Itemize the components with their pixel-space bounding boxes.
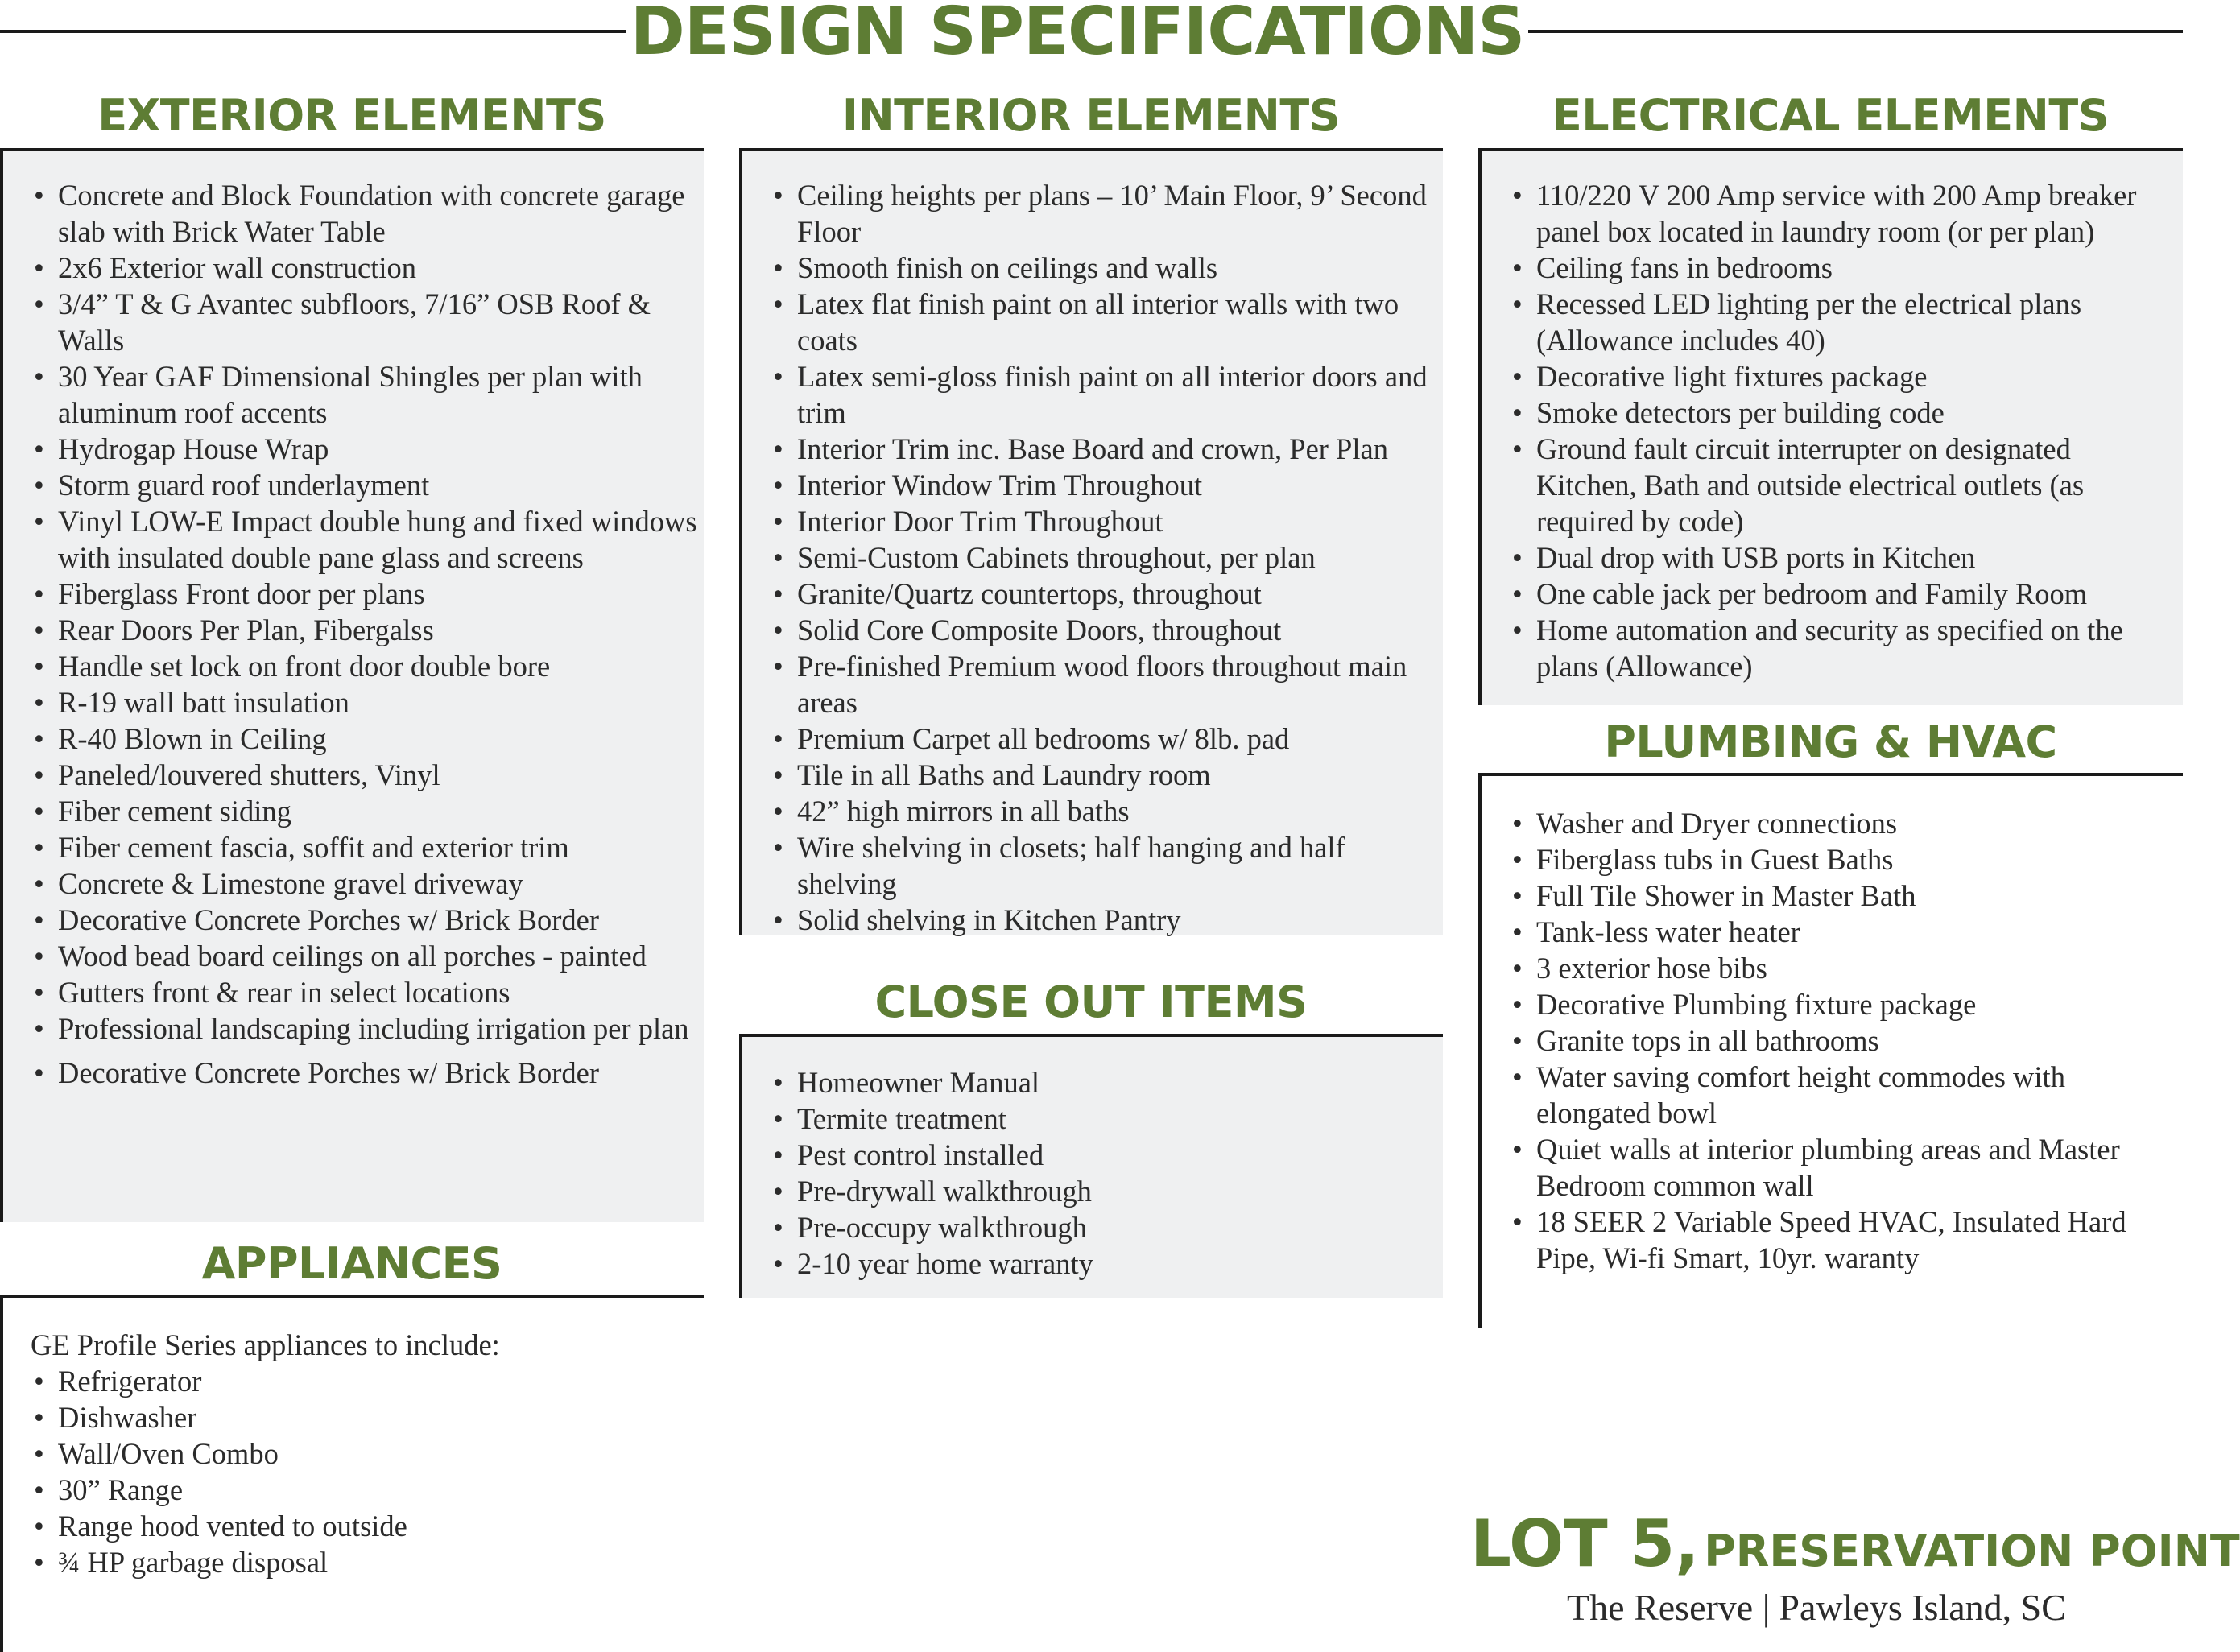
list-item: • Ground fault circuit interrupter on designated Kitchen, Bath and outside electrical outlets (as required by code) bbox=[1509, 431, 2172, 539]
list-item: • Dual drop with USB ports in Kitchen bbox=[1509, 539, 2172, 576]
electrical-panel bbox=[1478, 148, 2183, 705]
list-item: • Concrete & Limestone gravel driveway bbox=[31, 865, 704, 902]
list-item: • 3 exterior hose bibs bbox=[1509, 950, 2172, 986]
list-item: • Gutters front & rear in select locations bbox=[31, 974, 704, 1010]
list-item: • One cable jack per bedroom and Family Room bbox=[1509, 576, 2172, 612]
title-row bbox=[0, 0, 2183, 70]
list-item: • Decorative Concrete Porches w/ Brick Border bbox=[31, 902, 704, 938]
list-item: • R-40 Blown in Ceiling bbox=[31, 721, 704, 757]
list-item: • Paneled/louvered shutters, Vinyl bbox=[31, 757, 704, 793]
lot-block bbox=[1470, 1505, 2240, 1630]
closeout-title: CLOSE OUT ITEMS bbox=[874, 977, 1308, 1027]
electrical-title: ELECTRICAL ELEMENTS bbox=[1552, 90, 2110, 141]
list-item: • 30 Year GAF Dimensional Shingles per plan with aluminum roof accents bbox=[31, 358, 704, 431]
interior-list bbox=[770, 177, 1443, 938]
title-rule-left bbox=[0, 30, 626, 33]
list-item: • Homeowner Manual bbox=[770, 1064, 1443, 1101]
list-item: • Granite/Quartz countertops, throughout bbox=[770, 576, 1443, 612]
list-item: • Fiber cement siding bbox=[31, 793, 704, 829]
list-item: • Smoke detectors per building code bbox=[1509, 394, 2172, 431]
list-item: • 42” high mirrors in all baths bbox=[770, 793, 1443, 829]
list-item: • Range hood vented to outside bbox=[31, 1508, 704, 1544]
list-item: • Latex flat finish paint on all interior walls with two coats bbox=[770, 286, 1443, 358]
list-item: • Refrigerator bbox=[31, 1363, 704, 1399]
list-item: • Rear Doors Per Plan, Fibergalss bbox=[31, 612, 704, 648]
list-item: • Decorative Concrete Porches w/ Brick Border bbox=[31, 1055, 704, 1091]
list-item: • Granite tops in all bathrooms bbox=[1509, 1022, 2172, 1059]
list-item: • Interior Trim inc. Base Board and crown, Per Plan bbox=[770, 431, 1443, 467]
list-item: • 30” Range bbox=[31, 1472, 704, 1508]
list-item: • Washer and Dryer connections bbox=[1509, 805, 2172, 841]
list-item: • Solid Core Composite Doors, throughout bbox=[770, 612, 1443, 648]
closeout-panel bbox=[739, 1034, 1443, 1298]
list-item: • Dishwasher bbox=[31, 1399, 704, 1435]
lot-subtitle: The Reserve | Pawleys Island, SC bbox=[1567, 1587, 2066, 1628]
list-item: • Smooth finish on ceilings and walls bbox=[770, 250, 1443, 286]
plumbing-title: PLUMBING & HVAC bbox=[1604, 717, 2057, 767]
list-item: • Interior Window Trim Throughout bbox=[770, 467, 1443, 503]
lot-number: LOT 5, bbox=[1470, 1506, 1700, 1581]
list-item: • Decorative light fixtures package bbox=[1509, 358, 2172, 394]
appliances-intro: GE Profile Series appliances to include: bbox=[31, 1328, 500, 1361]
plumbing-panel bbox=[1478, 773, 2183, 1328]
list-item: • Wire shelving in closets; half hanging and half shelving bbox=[770, 829, 1443, 902]
lot-title bbox=[1470, 1505, 2240, 1590]
list-item: • Ceiling heights per plans – 10’ Main Floor, 9’ Second Floor bbox=[770, 177, 1443, 250]
list-item: • Pre-occupy walkthrough bbox=[770, 1209, 1443, 1245]
list-item: • 18 SEER 2 Variable Speed HVAC, Insulated Hard Pipe, Wi-fi Smart, 10yr. waranty bbox=[1509, 1204, 2172, 1276]
list-item: • Professional landscaping including irrigation per plan bbox=[31, 1010, 704, 1047]
list-item: • Fiber cement fascia, soffit and exterior trim bbox=[31, 829, 704, 865]
list-item: • Vinyl LOW-E Impact double hung and fixed windows with insulated double pane glass and screens bbox=[31, 503, 704, 576]
title-rule-right bbox=[1528, 30, 2183, 33]
exterior-list bbox=[31, 177, 704, 1091]
list-item: • Tank-less water heater bbox=[1509, 914, 2172, 950]
list-item: • Wall/Oven Combo bbox=[31, 1435, 704, 1472]
list-item: • Recessed LED lighting per the electrical plans (Allowance includes 40) bbox=[1509, 286, 2172, 358]
list-item: • Home automation and security as specified on the plans (Allowance) bbox=[1509, 612, 2172, 684]
list-item: • Handle set lock on front door double bore bbox=[31, 648, 704, 684]
list-item: • Tile in all Baths and Laundry room bbox=[770, 757, 1443, 793]
list-item: • Ceiling fans in bedrooms bbox=[1509, 250, 2172, 286]
list-item: • Concrete and Block Foundation with concrete garage slab with Brick Water Table bbox=[31, 177, 704, 250]
list-item: • Wood bead board ceilings on all porches - painted bbox=[31, 938, 704, 974]
list-item: • Hydrogap House Wrap bbox=[31, 431, 704, 467]
appliances-panel bbox=[0, 1295, 704, 1652]
list-item: • Premium Carpet all bedrooms w/ 8lb. pad bbox=[770, 721, 1443, 757]
list-item: • Semi-Custom Cabinets throughout, per plan bbox=[770, 539, 1443, 576]
lot-name: PRESERVATION POINT bbox=[1704, 1526, 2240, 1576]
list-item: • Interior Door Trim Throughout bbox=[770, 503, 1443, 539]
interior-title: INTERIOR ELEMENTS bbox=[841, 90, 1341, 141]
list-item: • Pre-finished Premium wood floors throughout main areas bbox=[770, 648, 1443, 721]
page-title: DESIGN SPECIFICATIONS bbox=[630, 0, 1525, 70]
electrical-list bbox=[1509, 177, 2172, 684]
list-item: • R-19 wall batt insulation bbox=[31, 684, 704, 721]
list-item: • 3/4” T & G Avantec subfloors, 7/16” OSB Roof & Walls bbox=[31, 286, 704, 358]
list-item: • Pest control installed bbox=[770, 1137, 1443, 1173]
exterior-panel bbox=[0, 148, 704, 1222]
list-item: • Full Tile Shower in Master Bath bbox=[1509, 878, 2172, 914]
list-item: • 2x6 Exterior wall construction bbox=[31, 250, 704, 286]
list-item: • Latex semi-gloss finish paint on all interior doors and trim bbox=[770, 358, 1443, 431]
plumbing-list bbox=[1509, 805, 2172, 1276]
interior-panel bbox=[739, 148, 1443, 935]
list-item: • Pre-drywall walkthrough bbox=[770, 1173, 1443, 1209]
list-item: • Decorative Plumbing fixture package bbox=[1509, 986, 2172, 1022]
closeout-list bbox=[770, 1064, 1443, 1282]
list-item: • ¾ HP garbage disposal bbox=[31, 1544, 704, 1580]
list-item: • Storm guard roof underlayment bbox=[31, 467, 704, 503]
list-item: • Quiet walls at interior plumbing areas and Master Bedroom common wall bbox=[1509, 1131, 2172, 1204]
appliances-list bbox=[31, 1363, 704, 1580]
appliances-title: APPLIANCES bbox=[201, 1238, 502, 1289]
list-item: • Fiberglass Front door per plans bbox=[31, 576, 704, 612]
list-item: • Termite treatment bbox=[770, 1101, 1443, 1137]
exterior-title: EXTERIOR ELEMENTS bbox=[97, 90, 606, 141]
list-item: • 110/220 V 200 Amp service with 200 Amp breaker panel box located in laundry room (or per plan) bbox=[1509, 177, 2172, 250]
list-item: • Water saving comfort height commodes with elongated bowl bbox=[1509, 1059, 2172, 1131]
list-item: • Fiberglass tubs in Guest Baths bbox=[1509, 841, 2172, 878]
list-item: • 2-10 year home warranty bbox=[770, 1245, 1443, 1282]
list-item: • Solid shelving in Kitchen Pantry bbox=[770, 902, 1443, 938]
